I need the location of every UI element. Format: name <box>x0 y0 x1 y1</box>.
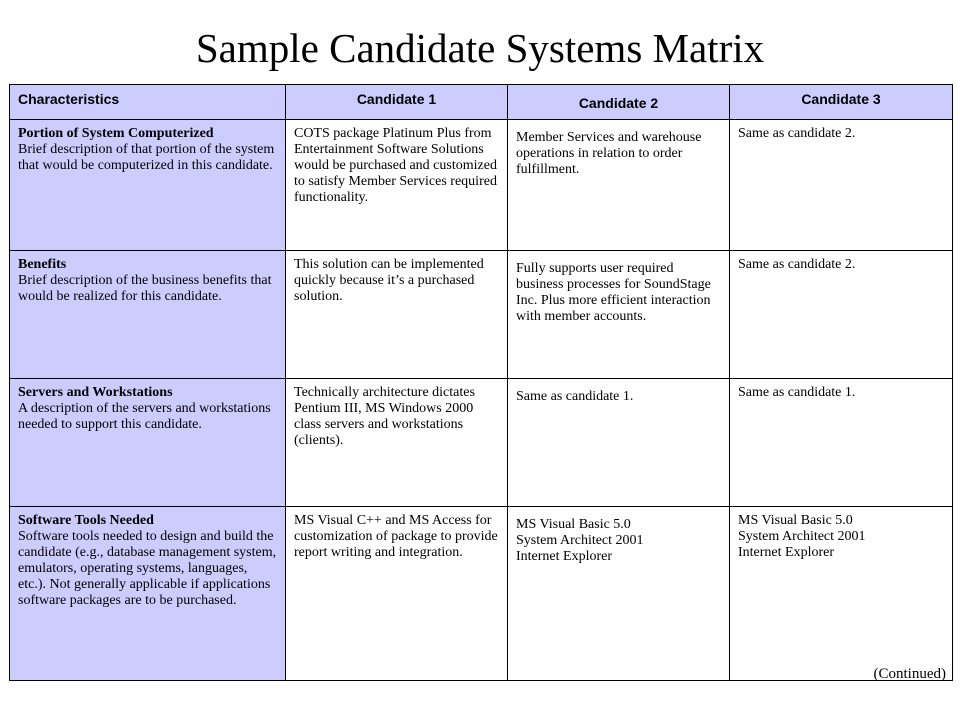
table-row <box>10 120 953 251</box>
header-candidate-3: Candidate 3 <box>730 85 953 120</box>
continued-note: (Continued) <box>873 666 946 682</box>
tool-line: Internet Explorer <box>738 545 835 560</box>
cell-candidate-2-lines <box>516 513 721 565</box>
row-heading: Servers and Workstations <box>18 385 173 400</box>
cell-candidate-1: COTS package Platinum Plus from Entertainment Software Solutions would be purchased and customized to satisfy Member Services required functionality. <box>286 120 508 251</box>
cell-candidate-2 <box>508 507 730 681</box>
cell-candidate-3 <box>730 507 953 681</box>
tool-line: Internet Explorer <box>516 549 613 564</box>
cell-candidate-3: Same as candidate 2. <box>730 120 953 251</box>
cell-candidate-2 <box>508 251 730 379</box>
header-row <box>10 85 953 120</box>
cell-candidate-3: Same as candidate 1. <box>730 379 953 507</box>
header-candidate-2 <box>508 85 730 120</box>
cell-candidate-3: Same as candidate 2. <box>730 251 953 379</box>
cell-candidate-2 <box>508 379 730 507</box>
tool-line: System Architect 2001 <box>516 533 644 548</box>
header-characteristics: Characteristics <box>10 85 286 120</box>
cell-candidate-2 <box>508 120 730 251</box>
row-heading: Benefits <box>18 257 67 272</box>
row-description: A description of the servers and workstations needed to support this candidate. <box>18 401 271 432</box>
row-description: Software tools needed to design and build the candidate (e.g., database management system, emulators, operating systems, languages, etc.). Not generally applicable if applications software packages are to be purchased. <box>18 529 277 608</box>
cell-candidate-1: Technically architecture dictates Pentium III, MS Windows 2000 class servers and workstations (clients). <box>286 379 508 507</box>
row-head-software-tools <box>10 507 286 681</box>
cell-candidate-2-text: Same as candidate 1. <box>516 389 634 404</box>
cell-candidate-2-text: Member Services and warehouse operations in relation to order fulfillment. <box>516 130 702 177</box>
cell-candidate-1: MS Visual C++ and MS Access for customization of package to provide report writing and integration. <box>286 507 508 681</box>
row-description: Brief description of the business benefits that would be realized for this candidate. <box>18 273 272 304</box>
header-candidate-2-label: Candidate 2 <box>578 95 659 111</box>
candidate-matrix-table <box>9 84 953 681</box>
cell-candidate-1: This solution can be implemented quickly because it’s a purchased solution. <box>286 251 508 379</box>
page-title: Sample Candidate Systems Matrix <box>195 25 765 71</box>
row-head-portion-computerized <box>10 120 286 251</box>
table-row <box>10 379 953 507</box>
row-head-servers-workstations <box>10 379 286 507</box>
row-description: Brief description of that portion of the system that would be computerized in this candidate. <box>18 142 275 173</box>
table-row <box>10 507 953 681</box>
tool-line: MS Visual Basic 5.0 <box>516 517 631 532</box>
header-candidate-1: Candidate 1 <box>286 85 508 120</box>
cell-candidate-2-text: Fully supports user required business processes for SoundStage Inc. Plus more efficient interaction with member accounts. <box>516 261 711 324</box>
tool-line: System Architect 2001 <box>738 529 866 544</box>
row-heading: Portion of System Computerized <box>18 126 214 141</box>
row-heading: Software Tools Needed <box>18 513 154 528</box>
tool-line: MS Visual Basic 5.0 <box>738 513 853 528</box>
row-head-benefits <box>10 251 286 379</box>
table-row <box>10 251 953 379</box>
